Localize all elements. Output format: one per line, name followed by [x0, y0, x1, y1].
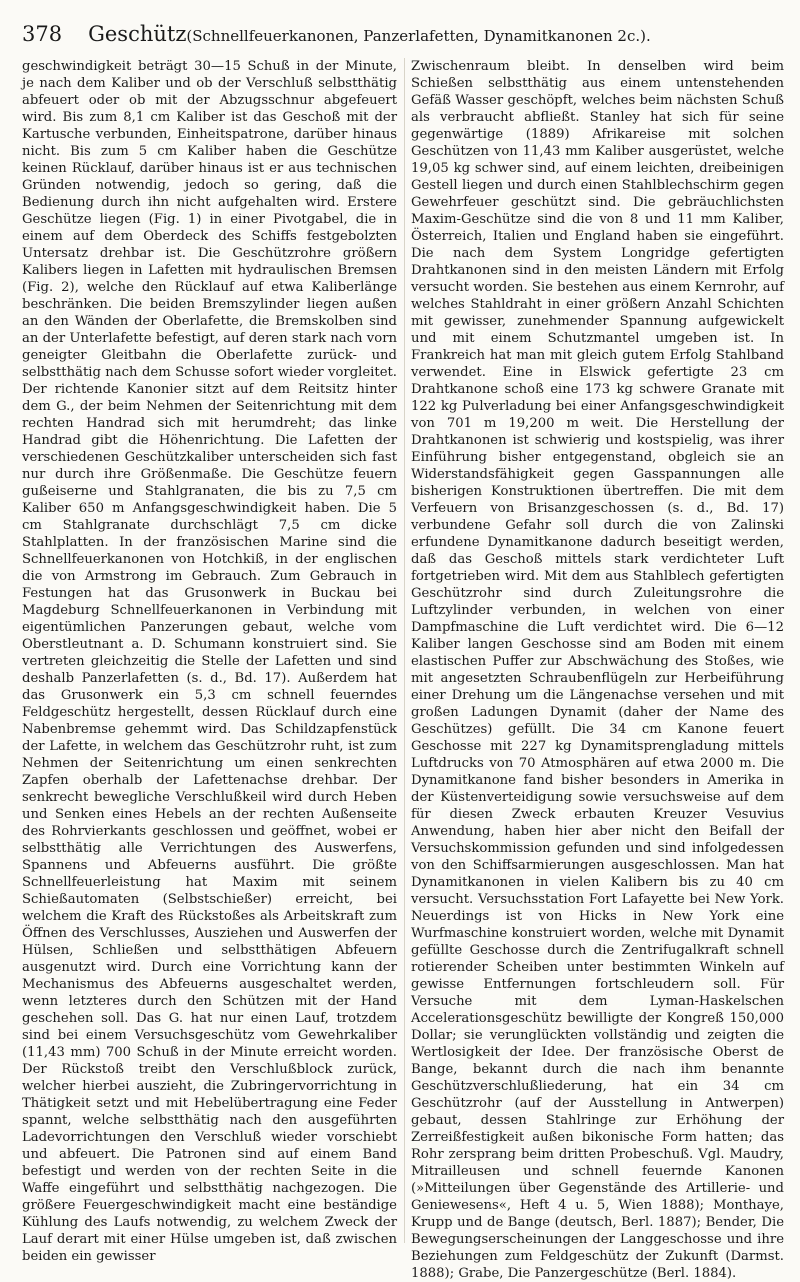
column-divider [404, 58, 405, 1243]
running-title: Geschütz [88, 22, 187, 46]
text-column-left [22, 58, 397, 1264]
page-number: 378 [22, 22, 63, 46]
running-subtitle: (Schnellfeuerkanonen, Panzerlafetten, Dynamitkanonen 2c.). [186, 27, 651, 45]
column-text: geschwindigkeit beträgt 30—15 Schuß in der Minute, je nach dem Kaliber und ob der Verschluß selbstthätig abfeuert oder ob mit der Abzugsschnur abgefeuert wird. Bis zum 8,1 cm Kaliber ist das Geschoß mit der Kartusche verbunden, Einheitspatrone, darüber hinaus nicht. Bis zum 5 cm Kaliber haben die Geschütze keinen Rücklauf, darüber hinaus ist er aus technischen Gründen notwendig, jedoch so gering, daß die Bedienung durch ihn nicht aufgehalten wird. Erstere Geschütze liegen (Fig. 1) in einer Pivotgabel, die in einem auf dem Oberdeck des Schiffs festgebolzten Untersatz drehbar ist. Die Geschützrohre größern Kalibers liegen in Lafetten mit hydraulischen Bremsen (Fig. 2), welche den Rücklauf auf etwa Kaliberlänge beschränken. Die beiden Bremszylinder liegen außen an den Wänden der Oberlafette, die Bremskolben sind an der Unterlafette befestigt, auf deren stark nach vorn geneigter Gleitbahn die Oberlafette zurück- und selbstthätig nach dem Schusse sofort wieder vorgleitet. Der richtende Kanonier sitzt auf dem Reitsitz hinter dem G., der beim Nehmen der Seitenrichtung mit dem rechten Handrad sich mit herumdreht; das linke Handrad gibt die Höhenrichtung. Die Lafetten der verschiedenen Geschützkaliber unterscheiden sich fast nur durch ihre Größenmaße. Die Geschütze feuern gußeiserne und Stahlgranaten, die bis zu 7,5 cm Kaliber 650 m Anfangsgeschwindigkeit haben. Die 5 cm Stahlgranate durchschlägt 7,5 cm dicke Stahlplatten. In der französischen Marine sind die Schnellfeuerkanonen von Hotchkiß, in der englischen die von Armstrong im Gebrauch. Zum Gebrauch in Festungen hat das Grusonwerk in Buckau bei Magdeburg Schnellfeuerkanonen in Verbindung mit eigentümlichen Panzerungen gebaut, welche vom Oberstleutnant a. D. Schumann konstruiert sind. Sie vertreten gleichzeitig die Stelle der Lafetten und sind deshalb Panzerlafetten (s. d., Bd. 17). Außerdem hat das Grusonwerk ein 5,3 cm schnell feuerndes Feldgeschütz hergestellt, dessen Rücklauf durch eine Nabenbremse gehemmt wird. Das Schildzapfenstück der Lafette, in welchem das Geschützrohr ruht, ist zum Nehmen der Seitenrichtung um einen senkrechten Zapfen oberhalb der Lafettenachse drehbar. Der senkrecht bewegliche Verschlußkeil wird durch Heben und Senken eines Hebels an der rechten Außenseite des Rohrvierkants geschlossen und geöffnet, wobei er selbstthätig alle Verrichtungen des Auswerfens, Spannens und Abfeuerns ausführt. Die größte Schnellfeuerleistung hat Maxim mit seinem Schießautomaten (Selbstschießer) erreicht, bei welchem die Kraft des Rückstoßes als Arbeitskraft zum Öffnen des Verschlusses, Ausziehen und Auswerfen der Hülsen, Schließen und selbstthätigen Abfeuern ausgenutzt wird. Durch eine Vorrichtung kann der Mechanismus des Abfeuerns ausgeschaltet werden, wenn letzteres durch den Schützen mit der Hand geschehen soll. Das G. hat nur einen Lauf, trotzdem sind bei einem Versuchsgeschütz vom Gewehrkaliber (11,43 mm) 700 Schuß in der Minute erreicht worden. Der Rückstoß treibt den Verschlußblock zurück, welcher hierbei auszieht, die Zubringervorrichtung in Thätigkeit setzt und mit Hebelübertragung eine Feder spannt, welche selbstthätig nach den ausgeführten Ladevorrichtungen den Verschluß wieder vorschiebt und abfeuert. Die Patronen sind auf einem Band befestigt und werden von der rechten Seite in die Waffe eingeführt und selbstthätig nachgezogen. Die größere Feuergeschwindigkeit macht eine beständige Kühlung des Laufs notwendig, zu welchem Zweck der Lauf derart mit einer Hülse umgeben ist, daß zwischen beiden ein gewisser [22, 59, 397, 1264]
running-header [22, 22, 782, 56]
column-text: Zwischenraum bleibt. In denselben wird beim Schießen selbstthätig aus einem untenstehenden Gefäß Wasser geschöpft, welches beim nächsten Schuß als verbraucht abfließt. Stanley hat sich für seine gegenwärtige (1889) Afrikareise mit solchen Geschützen von 11,43 mm Kaliber ausgerüstet, welche 19,05 kg schwer sind, auf einem leichten, dreibeinigen Gestell liegen und durch einen Stahlblechschirm gegen Gewehrfeuer geschützt sind. Die gebräuchlichsten Maxim-Geschütze sind die von 8 und 11 mm Kaliber, Österreich, Italien und England haben sie eingeführt. Die nach dem System Longridge gefertigten Drahtkanonen sind in den meisten Ländern mit Erfolg versucht worden. Sie bestehen aus einem Kernrohr, auf welches Stahldraht in einer größern Anzahl Schichten mit gewisser, zunehmender Spannung aufgewickelt und mit einem Schutzmantel umgeben ist. In Frankreich hat man mit gleich gutem Erfolg Stahlband verwendet. Eine in Elswick gefertigte 23 cm Drahtkanone schoß eine 173 kg schwere Granate mit 122 kg Pulverladung bei einer Anfangsgeschwindigkeit von 701 m 19,200 m weit. Die Herstellung der Drahtkanonen ist schwierig und kostspielig, was ihrer Einführung bisher entgegenstand, obgleich sie an Widerstandsfähigkeit gegen Gasspannungen alle bisherigen Konstruktionen übertreffen. Die mit dem Verfeuern von Brisanzgeschossen (s. d., Bd. 17) verbundene Gefahr soll durch die von Zalinski erfundene Dynamitkanone dadurch beseitigt werden, daß das Geschoß mittels stark verdichteter Luft fortgetrieben wird. Mit dem aus Stahlblech gefertigten Geschützrohr sind durch Zuleitungsrohre die Luftzylinder verbunden, in welchen von einer Dampfmaschine die Luft verdichtet wird. Die 6—12 Kaliber langen Geschosse sind am Boden mit einem elastischen Puffer zur Abschwächung des Stoßes, wie mit angesetzten Schraubenflügeln zur Herbeiführung einer Drehung um die Längenachse versehen und mit großen Ladungen Dynamit (daher der Name des Geschützes) gefüllt. Die 34 cm Kanone feuert Geschosse mit 227 kg Dynamitsprengladung mittels Luftdrucks von 70 Atmosphären auf etwa 2000 m. Die Dynamitkanone fand bisher besonders in Amerika in der Küstenverteidigung sowie versuchsweise auf dem für diesen Zweck erbauten Kreuzer Vesuvius Anwendung, haben hier aber nicht den Beifall der Versuchskommission gefunden und sind infolgedessen von den Schiffsarmierungen ausgeschlossen. Man hat Dynamitkanonen in vielen Kalibern bis zu 40 cm versucht. Versuchsstation Fort Lafayette bei New York. Neuerdings ist von Hicks in New York eine Wurfmaschine konstruiert worden, welche mit Dynamit gefüllte Geschosse durch die Zentrifugalkraft schnell rotierender Scheiben unter bestimmten Winkeln auf gewisse Entfernungen fortschleudern soll. Für Versuche mit dem Lyman-Haskelschen Accelerationsgeschütz bewilligte der Kongreß 150,000 Dollar; sie verunglückten vollständig und zeigten die Wertlosigkeit der Idee. Der französische Oberst de Bange, bekannt durch die nach ihm benannte Geschützverschlußliederung, hat ein 34 cm Geschützrohr (auf der Ausstellung in Antwerpen) gebaut, dessen Stahlringe zur Erhöhung der Zerreißfestigkeit außen bikonische Form hatten; das Rohr zersprang beim dritten Probeschuß. Vgl. Maudry, Mitrailleusen und schnell feuernde Kanonen (»Mitteilungen über Gegenstände des Artillerie- und Geniewesens«, Heft 4 u. 5, Wien 1888); Monthaye, Krupp und de Bange (deutsch, Berl. 1887); Bender, Die Bewegungserscheinungen der Langgeschosse und ihre Beziehungen zum Feldgeschütz der Zukunft (Darmst. 1888); Grabe, Die Panzergeschütze (Berl. 1884). [411, 59, 784, 1281]
text-column-right [411, 58, 784, 1281]
